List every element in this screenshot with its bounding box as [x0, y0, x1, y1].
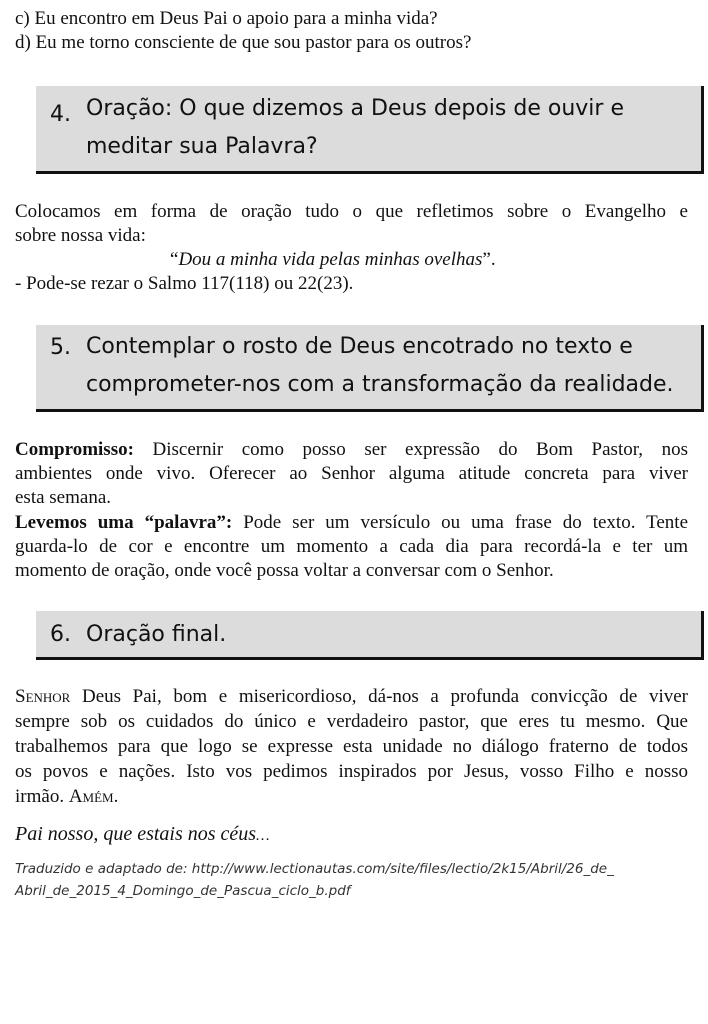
section-5-number: 5.	[50, 335, 71, 360]
source-line2: Abril_de_2015_4_Domingo_de_Pascua_ciclo_b.pdf	[15, 883, 351, 899]
prayer-line1	[15, 685, 688, 709]
section-5-title-line1: Contemplar o rosto de Deus encotrado no texto e	[86, 334, 633, 359]
section-4-paragraph-line1: Colocamos em forma de oração tudo o que refletimos sobre o Evangelho e	[15, 201, 688, 222]
word-line3: momento de oração, onde você possa voltar a conversar com o Senhor.	[15, 560, 554, 581]
source-line1: Traduzido e adaptado de: http://www.lectionautas.com/site/files/lectio/2k15/Abril/26_de_	[15, 861, 614, 877]
prayer-line4: os povos e nações. Isto vos pedimos inspirados por Jesus, vosso Filho e nosso	[15, 761, 688, 782]
commitment-line3: esta semana.	[15, 487, 112, 508]
section-4-title-line2: meditar sua Palavra?	[86, 134, 318, 159]
quote-text: Dou a minha vida pelas minhas ovelhas	[178, 249, 483, 270]
word-line2: guarda-lo de cor e encontre um momento a cada dia para recordá-la e ter um	[15, 536, 688, 557]
section-4-quote	[170, 248, 688, 272]
section-6-title: Oração final.	[86, 622, 227, 647]
section-4-number: 4.	[50, 102, 71, 127]
commitment-line1	[15, 438, 688, 462]
section-4-heading	[36, 86, 704, 174]
our-father-text: Pai nosso, que estais nos céus	[15, 823, 257, 845]
quote-open: “	[170, 249, 179, 270]
section-6-number: 6.	[50, 622, 71, 647]
prayer-text-5: irmão.	[15, 786, 69, 807]
section-5-title-line2: comprometer-nos com a transformação da realidade.	[86, 372, 674, 397]
commitment-line2: ambientes onde vivo. Oferecer ao Senhor alguma atitude concreta para viver	[15, 463, 688, 484]
prayer-line5	[15, 785, 688, 809]
section-4-psalm: - Pode-se rezar o Salmo 117(118) ou 22(23).	[15, 273, 354, 294]
prayer-line2: sempre sob os cuidados do único e verdadeiro pastor, que eres tu mesmo. Que	[15, 711, 688, 732]
word-label: Levemos uma “palavra”:	[15, 512, 233, 533]
section-4-title-line1: Oração: O que dizemos a Deus depois de ouvir e	[86, 96, 624, 121]
commitment-text-1: Discernir como posso ser expressão do Bom Pastor, nos	[133, 439, 688, 460]
prayer-text-1: Deus Pai, bom e misericordioso, dá-nos a profunda convicção de viver	[70, 686, 688, 707]
prayer-line3: trabalhemos para que logo se expresse esta unidade no diálogo fraterno de todos	[15, 736, 688, 757]
quote-close: ”.	[482, 249, 496, 270]
section-6-heading	[36, 611, 704, 660]
our-father-ellipsis: …	[256, 828, 270, 844]
word-text-1: Pode ser um versículo ou uma frase do texto. Tente	[232, 512, 688, 533]
prayer-lord: Senhor	[15, 686, 71, 707]
prayer-amen-period: .	[113, 786, 119, 807]
question-d: d) Eu me torno consciente de que sou pastor para os outros?	[15, 32, 472, 53]
section-4-paragraph-line2: sobre nossa vida:	[15, 225, 146, 246]
prayer-amen: Amém	[68, 786, 114, 807]
section-5-heading	[36, 325, 704, 412]
question-c: c) Eu encontro em Deus Pai o apoio para a minha vida?	[15, 8, 438, 29]
our-father	[15, 822, 688, 848]
commitment-label: Compromisso:	[15, 439, 134, 460]
word-line1	[15, 511, 688, 535]
